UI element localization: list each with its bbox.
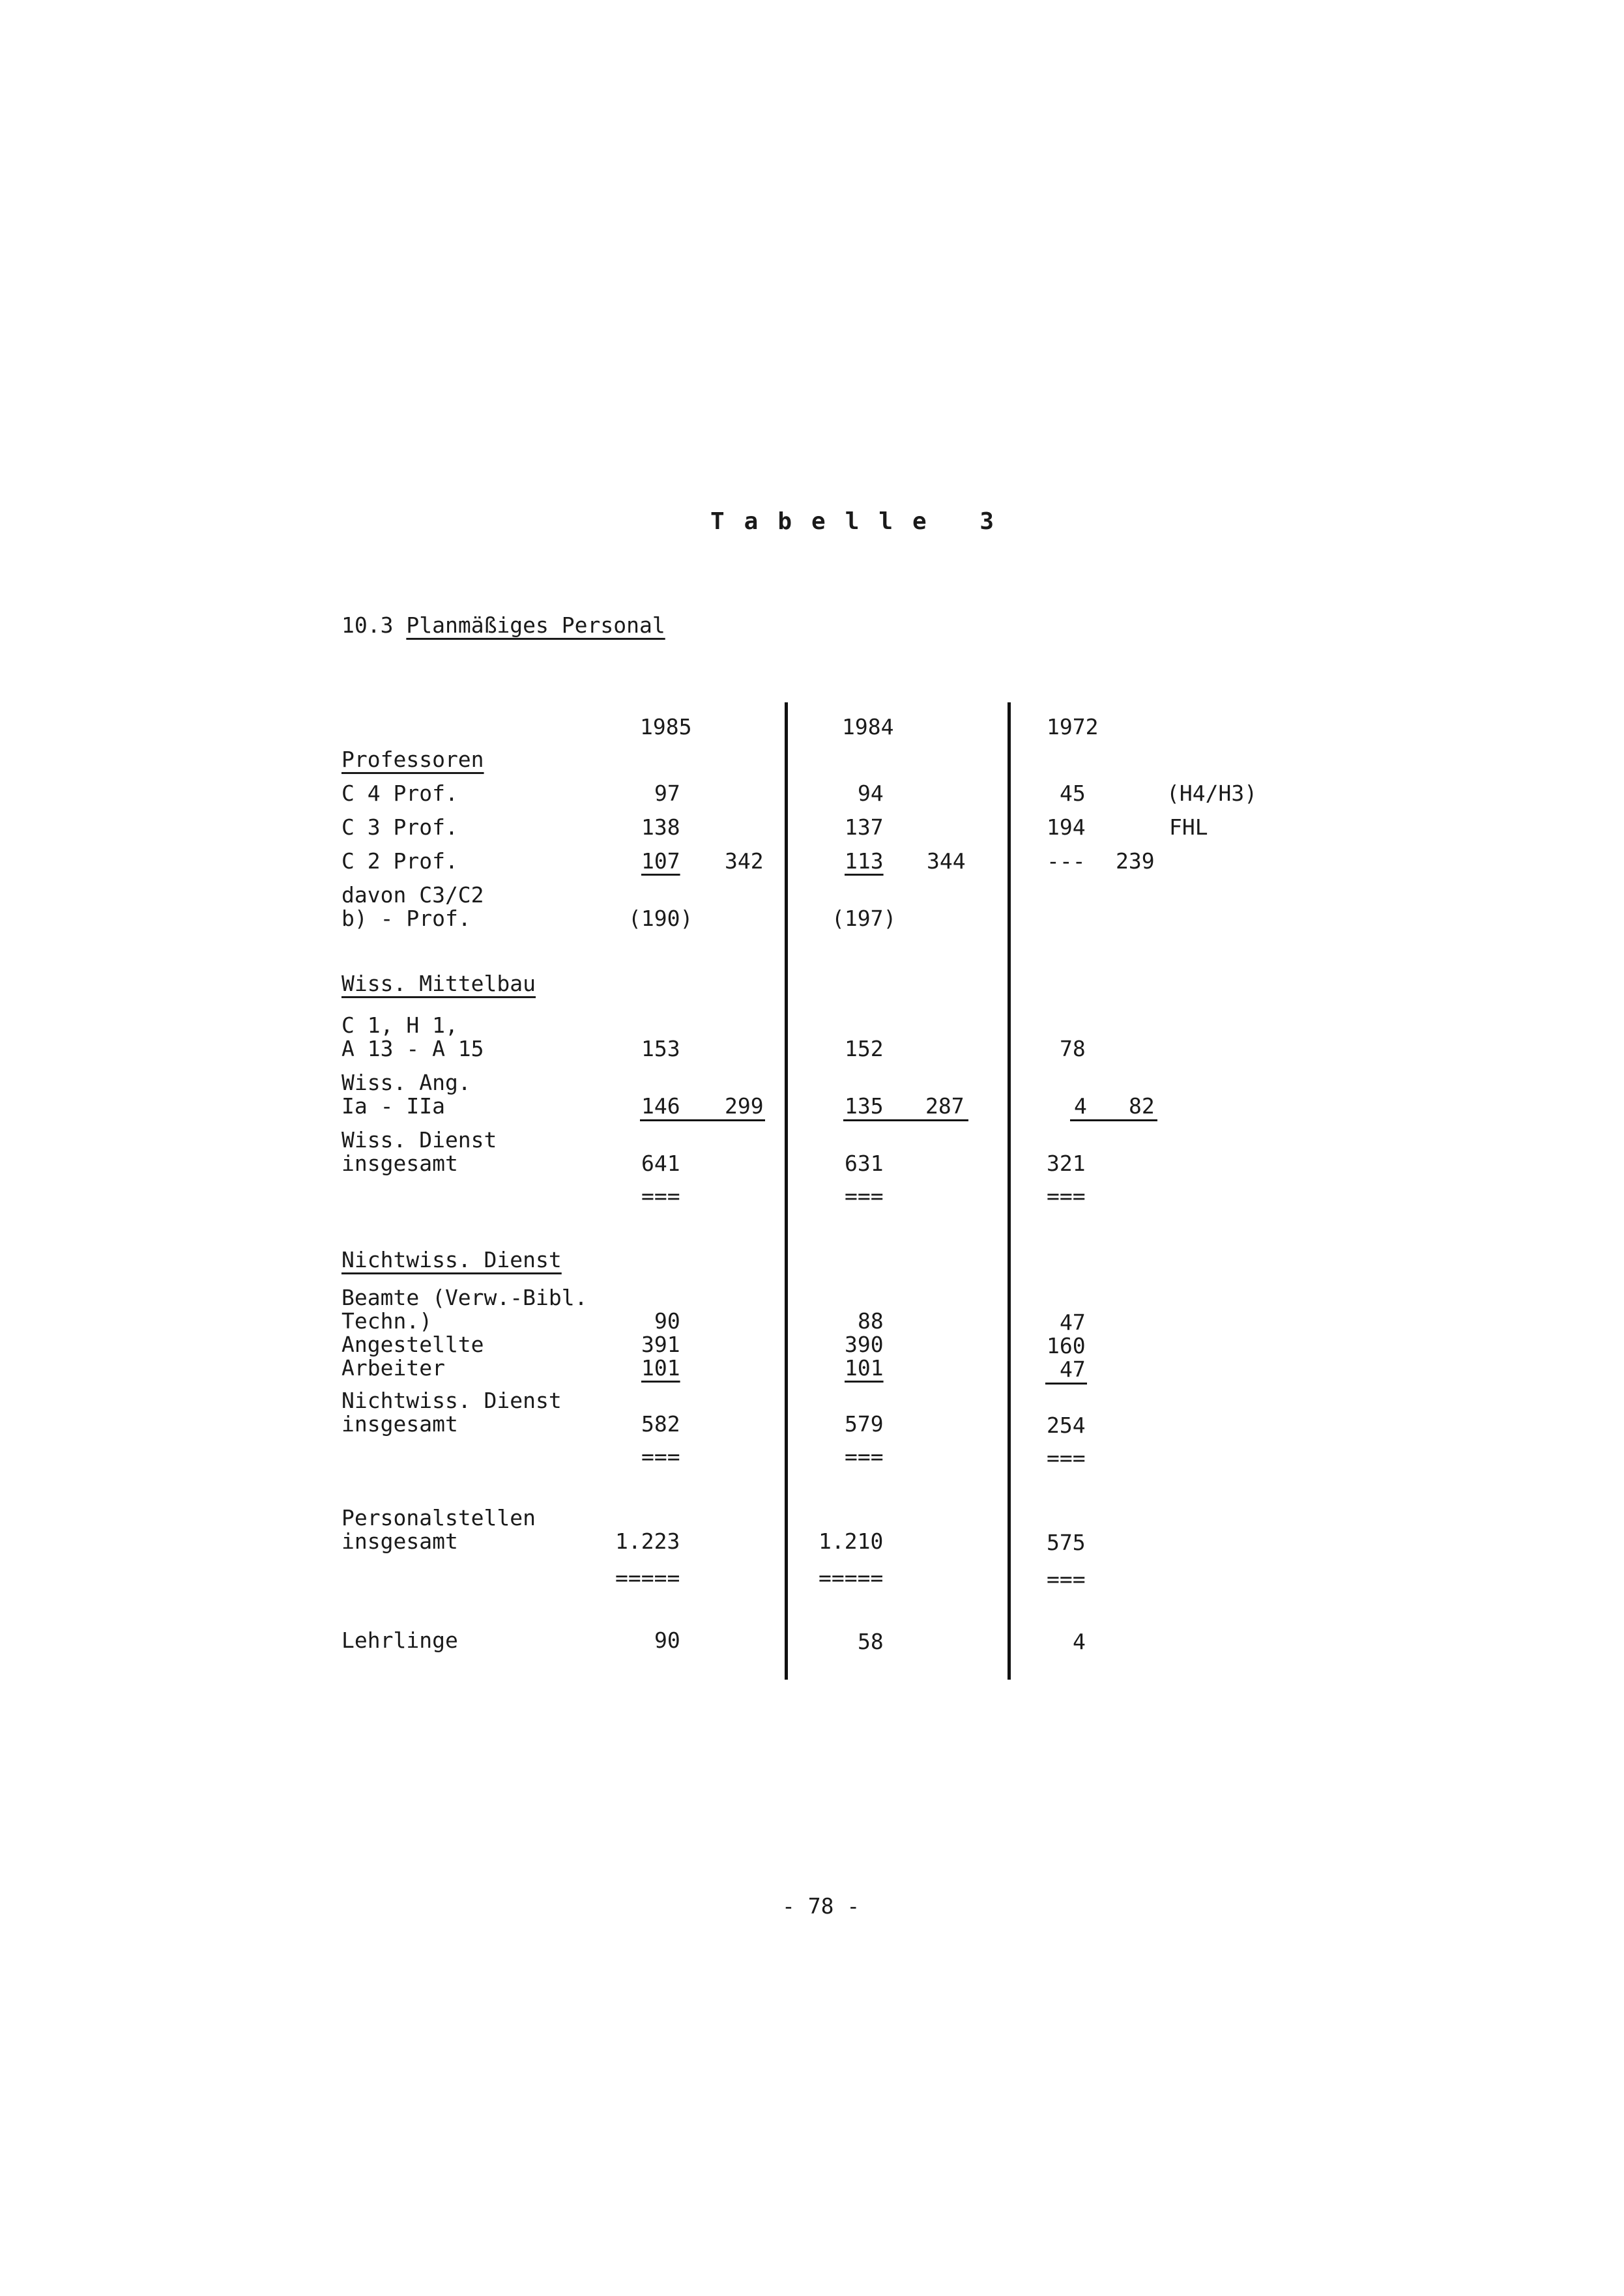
page-number: - 78 -: [782, 1893, 860, 1919]
row-label-c3: C 3 Prof.: [341, 814, 458, 840]
personal-1984-equals: =====: [819, 1565, 884, 1590]
year-header-1972: 1972: [1047, 714, 1099, 739]
ang-1972: 4: [1074, 1093, 1087, 1119]
arbeiter-1985: 101: [641, 1355, 680, 1381]
nichtwiss-total-1972: 254: [1047, 1413, 1086, 1438]
row-label-beamte-2: Techn.): [341, 1308, 433, 1334]
nichtwiss-total-1985: 582: [641, 1411, 680, 1437]
davon-1985: (190): [628, 906, 693, 931]
row-label-davon-1: davon C3/C2: [341, 882, 484, 908]
angestellte-1985: 391: [641, 1332, 680, 1357]
arbeiter-1972-underline: [1045, 1383, 1087, 1385]
row-label-ang-1: Wiss. Ang.: [341, 1070, 471, 1095]
personal-1985-equals: =====: [615, 1565, 680, 1590]
row-label-c2: C 2 Prof.: [341, 848, 458, 874]
section-number: 10.3: [341, 612, 394, 638]
ang-1985-underline: [640, 1119, 765, 1121]
table-title: Tabelle 3: [710, 508, 1014, 535]
row-label-c1-2: A 13 - A 15: [341, 1036, 484, 1061]
section-label: Planmäßiges Personal: [406, 612, 665, 638]
row-label-personal-1: Personalstellen: [341, 1505, 536, 1530]
ang-sum-1984: 287: [925, 1093, 964, 1119]
row-label-nichtwiss-total-2: insgesamt: [341, 1411, 458, 1437]
nichtwiss-total-1985-equals: ===: [641, 1444, 680, 1469]
c3-1985: 138: [641, 814, 680, 840]
ang-sum-1972: 82: [1129, 1093, 1155, 1119]
row-label-personal-2: insgesamt: [341, 1528, 458, 1554]
wiss-total-1972: 321: [1047, 1151, 1086, 1176]
ang-1984: 135: [845, 1093, 884, 1119]
angestellte-1984: 390: [845, 1332, 884, 1357]
year-header-1985: 1985: [640, 714, 692, 739]
c2-1984: 113: [845, 848, 884, 874]
c1-1984: 152: [845, 1036, 884, 1061]
row-label-lehrlinge: Lehrlinge: [341, 1628, 458, 1653]
lehrlinge-1984: 58: [858, 1629, 884, 1654]
row-label-nichtwiss-total-1: Nichtwiss. Dienst: [341, 1388, 562, 1413]
row-label-arbeiter: Arbeiter: [341, 1355, 445, 1381]
row-label-ang-2: Ia - IIa: [341, 1093, 445, 1119]
c4-1972: 45: [1060, 781, 1086, 806]
lehrlinge-1972: 4: [1073, 1629, 1086, 1654]
c2-sum-1985: 342: [725, 848, 764, 874]
row-label-c1-1: C 1, H 1,: [341, 1012, 458, 1038]
c3-1972: 194: [1047, 814, 1086, 840]
wiss-total-1984-equals: ===: [845, 1183, 884, 1209]
c2-sum-1972: 239: [1116, 848, 1155, 874]
nichtwiss-total-1972-equals: ===: [1047, 1445, 1086, 1471]
wiss-total-1985-equals: ===: [641, 1183, 680, 1209]
wiss-total-1984: 631: [845, 1151, 884, 1176]
year-header-1984: 1984: [842, 714, 894, 739]
arbeiter-1972: 47: [1060, 1356, 1086, 1382]
c3-1984: 137: [845, 814, 884, 840]
row-label-c4: C 4 Prof.: [341, 781, 458, 806]
c2-1985: 107: [641, 848, 680, 874]
davon-1984: (197): [832, 906, 897, 931]
ang-1972-underline: [1070, 1119, 1157, 1121]
row-label-beamte-1: Beamte (Verw.-Bibl.: [341, 1285, 588, 1310]
group-heading-nichtwiss: Nichtwiss. Dienst: [341, 1247, 562, 1272]
nichtwiss-total-1984: 579: [845, 1411, 884, 1437]
wiss-total-1985: 641: [641, 1151, 680, 1176]
nichtwiss-total-1984-equals: ===: [845, 1444, 884, 1469]
ang-1985: 146: [641, 1093, 680, 1119]
beamte-1984: 88: [858, 1308, 884, 1334]
column-divider-2: [1008, 702, 1011, 1680]
personal-1972: 575: [1047, 1530, 1086, 1555]
row-label-angestellte: Angestellte: [341, 1332, 484, 1357]
c1-1972: 78: [1060, 1036, 1086, 1061]
personal-1972-equals: ===: [1047, 1566, 1086, 1592]
beamte-1972: 47: [1060, 1310, 1086, 1335]
personal-1984: 1.210: [819, 1528, 884, 1554]
c2-sum-1984: 344: [927, 848, 966, 874]
group-heading-mittelbau: Wiss. Mittelbau: [341, 971, 536, 996]
beamte-1985: 90: [654, 1308, 680, 1334]
c4-1985: 97: [654, 781, 680, 806]
ang-1984-underline: [843, 1119, 968, 1121]
lehrlinge-1985: 90: [654, 1628, 680, 1653]
ang-sum-1985: 299: [725, 1093, 764, 1119]
angestellte-1972: 160: [1047, 1333, 1086, 1358]
personal-1985: 1.223: [615, 1528, 680, 1554]
column-divider-1: [785, 702, 788, 1680]
row-label-davon-2: b) - Prof.: [341, 906, 471, 931]
section-heading: [341, 612, 665, 638]
c4-1984: 94: [858, 781, 884, 806]
c1-1985: 153: [641, 1036, 680, 1061]
group-heading-professoren: Professoren: [341, 747, 484, 772]
row-label-wiss-total-2: insgesamt: [341, 1151, 458, 1176]
arbeiter-1984: 101: [845, 1355, 884, 1381]
row-label-wiss-total-1: Wiss. Dienst: [341, 1127, 497, 1153]
c3-note: FHL: [1169, 814, 1208, 840]
c4-note: (H4/H3): [1167, 781, 1258, 806]
c2-1972: ---: [1047, 848, 1086, 874]
wiss-total-1972-equals: ===: [1047, 1183, 1086, 1209]
